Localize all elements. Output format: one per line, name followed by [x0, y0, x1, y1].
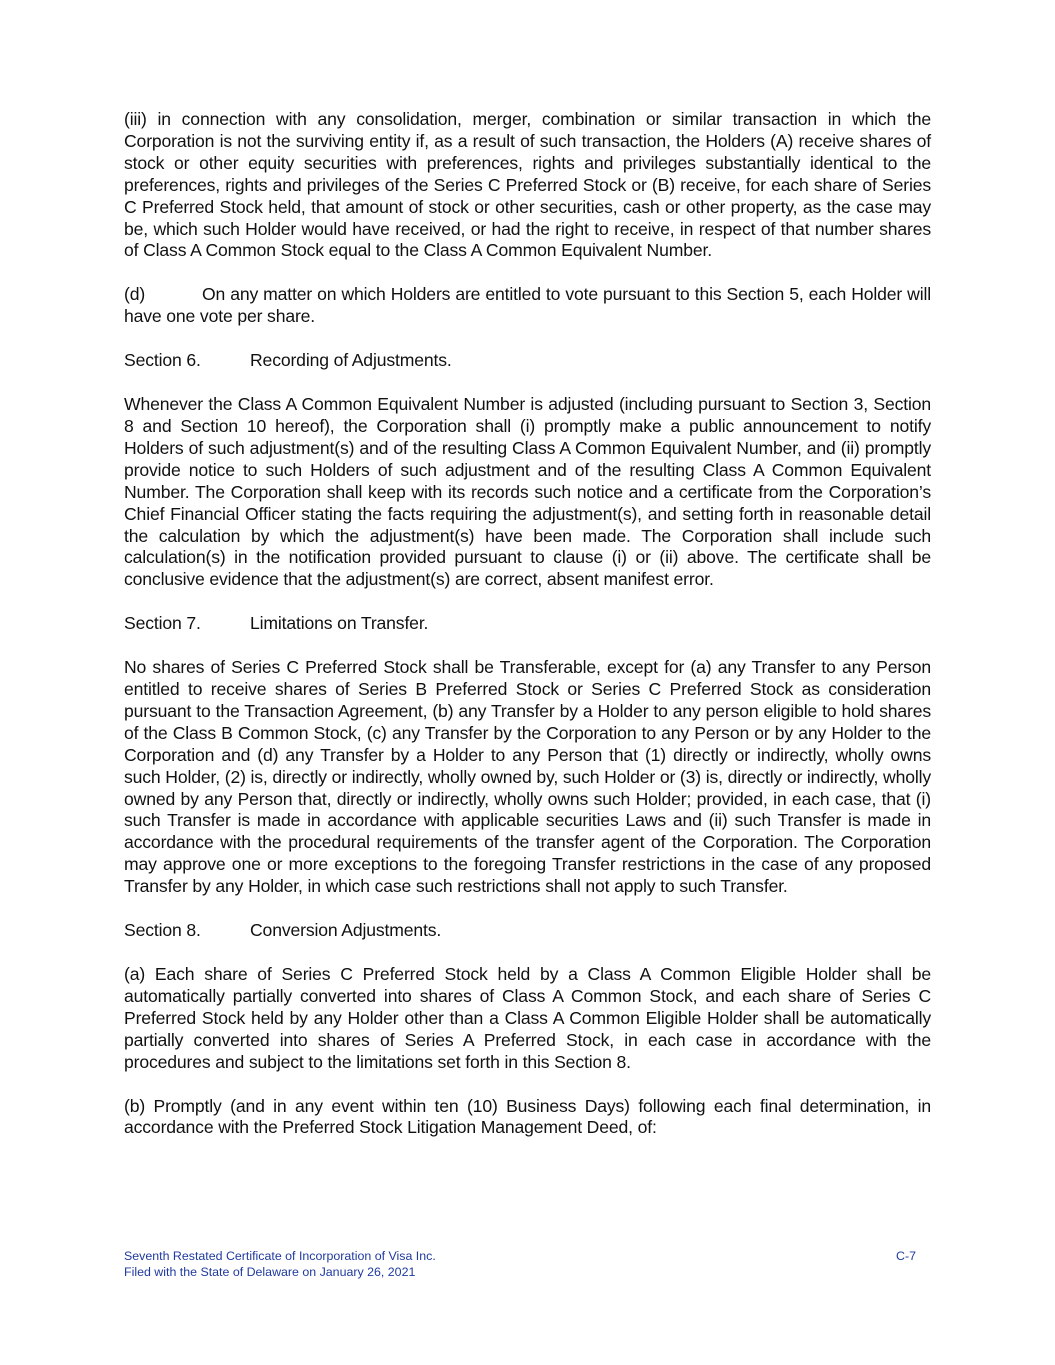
section-7-heading [124, 613, 931, 635]
footer-document-title: Seventh Restated Certificate of Incorporation of Visa Inc. [124, 1249, 436, 1263]
document-page [124, 109, 931, 1161]
section-8-title: Conversion Adjustments. [250, 920, 442, 941]
section-6-body: Whenever the Class A Common Equivalent Number is adjusted (including pursuant to Section 3, Section 8 and Section 10 hereof), the Corporation shall (i) promptly make a public announcement to notify Holders of such adjustment(s) and of the resulting Class A Common Equivalent Number, and (ii) promptly provide notice to such Holders of such adjustment and of the resulting Class A Common Equivalent Number. The Corporation shall keep with its records such notice and a certificate from the Corporation’s Chief Financial Officer stating the facts requiring the adjustment(s), and setting forth in reasonable detail the calculation by which the adjustment(s) have been made. The Corporation shall include such calculation(s) in the notification provided pursuant to clause (i) or (ii) above. The certificate shall be conclusive evidence that the adjustment(s) are correct, absent manifest error. [124, 394, 931, 590]
page-footer [124, 1248, 916, 1280]
section-8-heading [124, 920, 931, 942]
footer-filing-info: Filed with the State of Delaware on January 26, 2021 [124, 1265, 416, 1279]
section-7-number: Section 7. [124, 613, 201, 634]
section-6-heading [124, 350, 931, 372]
section-8-number: Section 8. [124, 920, 201, 941]
footer-row-1 [124, 1248, 916, 1264]
page-number: C-7 [896, 1249, 916, 1263]
paragraph-d [124, 284, 931, 328]
paragraph-d-text: On any matter on which Holders are entitled to vote pursuant to this Section 5, each Holder will have one vote per share. [124, 284, 931, 327]
section-6-number: Section 6. [124, 350, 201, 371]
section-8-paragraph-a: (a) Each share of Series C Preferred Stock held by a Class A Common Eligible Holder shall be automatically partially converted into shares of Class A Common Stock, and each share of Series C Preferred Stock held by any Holder other than a Class A Common Eligible Holder shall be automatically partially converted into shares of Series A Preferred Stock, in each case in accordance with the procedures and subject to the limitations set forth in this Section 8. [124, 964, 931, 1072]
section-7-title: Limitations on Transfer. [250, 613, 429, 634]
paragraph-iii: (iii) in connection with any consolidation, merger, combination or similar transaction in which the Corporation is not the surviving entity if, as a result of such transaction, the Holders (A) receive shares of stock or other equity securities with preferences, rights and privileges substantially identical to the preferences, rights and privileges of the Series C Preferred Stock or (B) receive, for each share of Series C Preferred Stock held, that amount of stock or other securities, cash or other property, as the case may be, which such Holder would have received, or had the right to receive, in respect of that number shares of Class A Common Stock equal to the Class A Common Equivalent Number. [124, 109, 931, 261]
paragraph-d-label: (d) [124, 284, 146, 305]
section-6-title: Recording of Adjustments. [250, 350, 452, 371]
section-7-body: No shares of Series C Preferred Stock shall be Transferable, except for (a) any Transfer to any Person entitled to receive shares of Series B Preferred Stock or Series C Preferred Stock as consideration pursuant to the Transaction Agreement, (b) any Transfer by a Holder to any person eligible to hold shares of the Class B Common Stock, (c) any Transfer by the Corporation to any Person or by any Holder to the Corporation and (d) any Transfer by a Holder to any Person that (1) directly or indirectly, wholly owns such Holder, (2) is, directly or indirectly, wholly owned by, such Holder or (3) is, directly or indirectly, wholly owned by any Person that, directly or indirectly, wholly owns such Holder; provided, in each case, that (i) such Transfer is made in accordance with applicable securities Laws and (ii) such Transfer is made in accordance with the procedural requirements of the transfer agent of the Corporation. The Corporation may approve one or more exceptions to the foregoing Transfer restrictions in the case of any proposed Transfer by any Holder, in which case such restrictions shall not apply to such Transfer. [124, 657, 932, 897]
section-8-paragraph-b: (b) Promptly (and in any event within ten (10) Business Days) following each final determination, in accordance with the Preferred Stock Litigation Management Deed, of: [124, 1095, 931, 1138]
footer-row-2 [124, 1264, 916, 1280]
